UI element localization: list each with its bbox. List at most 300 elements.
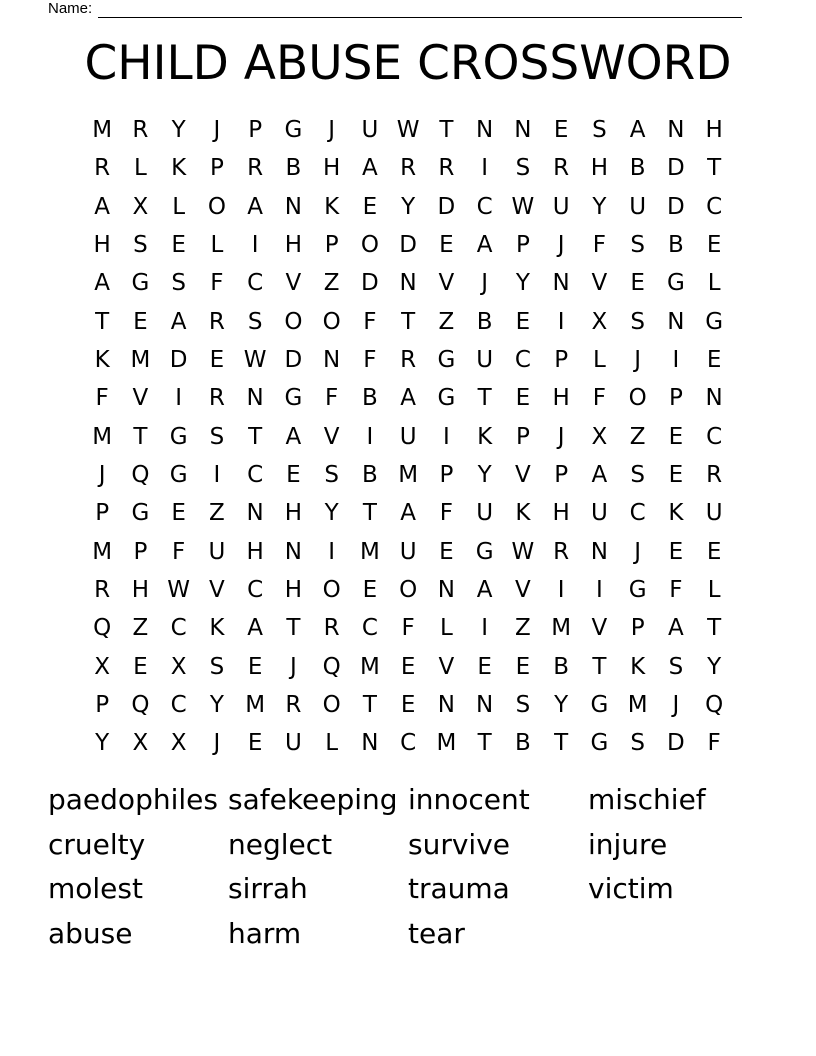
grid-letter: S	[630, 462, 645, 489]
grid-letter: Y	[95, 730, 110, 757]
grid-letter: A	[668, 615, 684, 642]
grid-letter: S	[209, 423, 225, 450]
grid-letter: Q	[131, 692, 150, 719]
grid-letter: F	[325, 385, 339, 412]
grid-letter: M	[627, 692, 648, 719]
grid-letter: S	[247, 308, 263, 335]
grid-letter: U	[399, 423, 417, 450]
grid-letter: F	[172, 538, 186, 565]
grid-letter: P	[95, 500, 110, 527]
grid-letter: V	[515, 577, 531, 604]
grid-letter: Y	[477, 462, 492, 489]
grid-letter: D	[667, 193, 685, 220]
word-bank-item: paedophiles	[48, 783, 218, 816]
grid-letter: G	[169, 423, 188, 450]
grid-letter: E	[400, 692, 416, 719]
grid-letter: E	[133, 308, 148, 335]
grid-letter: T	[362, 500, 377, 527]
grid-letter: F	[592, 232, 606, 259]
grid-letter: I	[481, 155, 489, 182]
grid-letter: E	[171, 500, 186, 527]
grid-letter: C	[361, 615, 378, 642]
word-bank-item: mischief	[588, 783, 706, 816]
grid-letter: N	[667, 308, 685, 335]
grid-letter: E	[133, 653, 148, 680]
grid-letter: S	[592, 117, 607, 144]
grid-letter: Z	[438, 308, 455, 335]
grid-letter: T	[477, 385, 492, 412]
grid-letter: G	[437, 347, 456, 374]
name-underline	[98, 3, 742, 18]
grid-letter: N	[476, 117, 494, 144]
grid-letter: D	[667, 155, 685, 182]
grid-letter: C	[629, 500, 646, 527]
grid-letter: C	[400, 730, 417, 757]
grid-letter: Z	[514, 615, 531, 642]
grid-letter: T	[248, 423, 263, 450]
grid-letter: I	[557, 577, 565, 604]
grid-letter: O	[399, 577, 418, 604]
grid-letter: A	[94, 270, 110, 297]
grid-letter: L	[133, 155, 147, 182]
grid-letter: H	[590, 155, 609, 182]
grid-letter: V	[515, 462, 531, 489]
grid-letter: J	[213, 117, 221, 144]
grid-letter: E	[247, 653, 263, 680]
grid-letter: A	[247, 193, 263, 220]
grid-letter: Y	[401, 193, 416, 220]
grid-letter: H	[284, 577, 303, 604]
grid-letter: N	[476, 692, 494, 719]
grid-letter: D	[437, 193, 456, 220]
grid-letter: I	[366, 423, 374, 450]
grid-letter: R	[94, 155, 111, 182]
grid-letter: R	[247, 155, 264, 182]
grid-letter: X	[591, 308, 608, 335]
grid-letter: F	[95, 385, 109, 412]
grid-letter: A	[629, 117, 646, 144]
word-bank-item: cruelty	[48, 827, 146, 861]
grid-letter: J	[557, 232, 565, 259]
grid-letter: M	[92, 538, 113, 565]
grid-letter: K	[209, 615, 225, 642]
grid-letter: M	[92, 117, 113, 144]
grid-letter: L	[172, 193, 186, 220]
grid-letter: H	[284, 500, 303, 527]
grid-letter: E	[362, 577, 378, 604]
grid-letter: T	[707, 615, 722, 642]
word-bank-item: injure	[588, 827, 668, 861]
grid-letter: D	[667, 730, 685, 757]
grid-letter: L	[210, 232, 224, 259]
grid-letter: C	[476, 193, 493, 220]
grid-letter: U	[284, 730, 302, 757]
grid-letter: I	[442, 423, 450, 450]
grid-letter: P	[630, 615, 645, 642]
grid-letter: L	[707, 270, 721, 297]
grid-letter: O	[322, 692, 341, 719]
grid-letter: P	[248, 117, 263, 144]
grid-letter: A	[170, 308, 187, 335]
grid-letter: L	[592, 347, 606, 374]
word-bank-item: abuse	[48, 916, 133, 950]
grid-letter: V	[591, 270, 608, 297]
grid-letter: J	[634, 347, 642, 374]
grid-letter: T	[477, 730, 492, 757]
grid-letter: V	[285, 270, 302, 297]
grid-letter: M	[130, 347, 151, 374]
grid-letter: Q	[93, 615, 112, 642]
letter-grid	[83, 111, 733, 763]
grid-letter: R	[706, 462, 723, 489]
grid-letter: H	[93, 232, 111, 259]
grid-letter: G	[590, 692, 609, 719]
grid-letter: X	[170, 653, 187, 680]
grid-letter: E	[209, 347, 225, 374]
grid-letter: I	[595, 577, 603, 604]
grid-letter: R	[438, 155, 455, 182]
grid-letter: C	[706, 423, 723, 450]
grid-letter: C	[170, 692, 187, 719]
grid-letter: P	[133, 538, 148, 565]
grid-letter: R	[400, 347, 417, 374]
grid-letter: V	[438, 270, 455, 297]
grid-letter: P	[324, 232, 339, 259]
grid-letter: D	[284, 347, 303, 374]
grid-letter: I	[328, 538, 336, 565]
grid-letter: L	[325, 730, 339, 757]
grid-letter: W	[396, 117, 420, 144]
grid-letter: U	[476, 347, 494, 374]
grid-letter: F	[401, 615, 415, 642]
grid-letter: V	[209, 577, 225, 604]
grid-letter: Z	[323, 270, 340, 297]
grid-letter: I	[251, 232, 259, 259]
word-bank-item: trauma	[408, 872, 510, 906]
grid-letter: C	[247, 577, 264, 604]
grid-letter: A	[400, 385, 416, 412]
grid-letter: N	[246, 500, 264, 527]
grid-letter: X	[132, 730, 149, 757]
grid-letter: R	[132, 117, 149, 144]
grid-letter: E	[706, 538, 722, 565]
grid-letter: U	[208, 538, 226, 565]
grid-letter: F	[439, 500, 453, 527]
grid-letter: Z	[132, 615, 149, 642]
grid-letter: K	[630, 653, 646, 680]
grid-letter: E	[439, 232, 454, 259]
grid-letter: U	[476, 500, 494, 527]
grid-letter: U	[590, 500, 608, 527]
grid-letter: R	[208, 385, 225, 412]
page-title: CHILD ABUSE CROSSWORD	[84, 36, 732, 91]
grid-letter: R	[208, 308, 225, 335]
grid-letter: J	[672, 692, 680, 719]
grid-letter: K	[171, 155, 187, 182]
grid-letter: E	[668, 538, 684, 565]
grid-letter: A	[476, 232, 493, 259]
grid-letter: G	[131, 270, 150, 297]
grid-letter: E	[477, 653, 492, 680]
grid-letter: M	[359, 538, 380, 565]
grid-letter: I	[175, 385, 183, 412]
grid-letter: O	[628, 385, 647, 412]
grid-letter: G	[475, 538, 494, 565]
grid-letter: J	[481, 270, 489, 297]
grid-letter: J	[557, 423, 565, 450]
grid-letter: T	[286, 615, 301, 642]
word-bank	[48, 778, 768, 956]
grid-letter: T	[401, 308, 416, 335]
grid-letter: T	[554, 730, 569, 757]
grid-letter: T	[95, 308, 110, 335]
grid-letter: H	[284, 232, 303, 259]
word-bank-item: harm	[228, 916, 302, 950]
grid-letter: M	[551, 615, 572, 642]
grid-letter: C	[706, 193, 723, 220]
grid-letter: W	[511, 193, 535, 220]
grid-letter: E	[706, 232, 722, 259]
grid-letter: A	[400, 500, 416, 527]
grid-letter: R	[553, 155, 570, 182]
grid-letter: A	[476, 577, 493, 604]
grid-letter: S	[209, 653, 225, 680]
grid-letter: S	[324, 462, 339, 489]
grid-letter: G	[590, 730, 609, 757]
grid-letter: V	[132, 385, 149, 412]
grid-letter: N	[705, 385, 723, 412]
grid-letter: B	[476, 308, 493, 335]
grid-letter: R	[94, 577, 111, 604]
grid-letter: Y	[171, 117, 186, 144]
grid-letter: J	[328, 117, 336, 144]
grid-letter: G	[284, 117, 303, 144]
grid-letter: B	[553, 653, 570, 680]
grid-letter: B	[514, 730, 531, 757]
grid-letter: Y	[324, 500, 339, 527]
grid-letter: G	[666, 270, 685, 297]
grid-letter: H	[552, 500, 570, 527]
grid-letter: U	[629, 193, 647, 220]
grid-letter: Z	[629, 423, 646, 450]
grid-letter: R	[323, 615, 340, 642]
grid-letter: M	[92, 423, 113, 450]
grid-letter: P	[554, 347, 569, 374]
grid-letter: M	[436, 730, 457, 757]
grid-letter: G	[437, 385, 456, 412]
grid-letter: L	[707, 577, 721, 604]
grid-letter: A	[591, 462, 608, 489]
name-label: Name:	[48, 0, 93, 17]
grid-letter: S	[171, 270, 186, 297]
grid-letter: S	[133, 232, 148, 259]
grid-letter: C	[170, 615, 187, 642]
grid-letter: Y	[554, 692, 569, 719]
grid-letter: X	[132, 193, 149, 220]
grid-letter: S	[630, 232, 645, 259]
grid-letter: S	[630, 730, 645, 757]
grid-letter: P	[515, 232, 530, 259]
grid-letter: T	[439, 117, 454, 144]
grid-letter: E	[400, 653, 416, 680]
grid-letter: S	[515, 692, 531, 719]
grid-letter: S	[668, 653, 684, 680]
word-bank-item: molest	[48, 872, 143, 906]
grid-letter: F	[363, 347, 377, 374]
grid-letter: G	[284, 385, 303, 412]
grid-letter: E	[362, 193, 378, 220]
grid-letter: U	[552, 193, 570, 220]
grid-letter: A	[285, 423, 302, 450]
grid-letter: O	[322, 577, 341, 604]
grid-letter: V	[591, 615, 608, 642]
grid-letter: F	[592, 385, 606, 412]
grid-letter: C	[514, 347, 531, 374]
grid-letter: O	[284, 308, 303, 335]
grid-letter: G	[131, 500, 150, 527]
grid-letter: A	[94, 193, 110, 220]
grid-letter: L	[439, 615, 453, 642]
word-bank-item: sirrah	[228, 872, 308, 906]
grid-letter: P	[554, 462, 569, 489]
grid-letter: X	[170, 730, 187, 757]
word-bank-item: innocent	[408, 783, 530, 816]
grid-letter: T	[133, 423, 148, 450]
grid-letter: X	[94, 653, 110, 680]
grid-letter: Y	[209, 692, 224, 719]
grid-letter: K	[324, 193, 340, 220]
grid-letter: B	[285, 155, 302, 182]
grid-letter: D	[361, 270, 379, 297]
grid-letter: K	[515, 500, 531, 527]
grid-letter: N	[284, 193, 302, 220]
grid-letter: T	[362, 692, 377, 719]
grid-letter: N	[361, 730, 379, 757]
grid-letter: M	[398, 462, 419, 489]
grid-letter: D	[169, 347, 188, 374]
grid-letter: I	[481, 615, 489, 642]
grid-letter: U	[399, 538, 417, 565]
grid-letter: F	[669, 577, 683, 604]
grid-letter: U	[361, 117, 379, 144]
grid-letter: H	[131, 577, 150, 604]
grid-letter: E	[286, 462, 301, 489]
grid-letter: G	[628, 577, 647, 604]
grid-letter: P	[515, 423, 530, 450]
grid-letter: G	[705, 308, 724, 335]
grid-letter: J	[289, 653, 297, 680]
grid-letter: E	[706, 347, 722, 374]
grid-letter: A	[362, 155, 378, 182]
grid-letter: C	[247, 462, 264, 489]
grid-letter: I	[213, 462, 221, 489]
grid-letter: C	[247, 270, 264, 297]
word-bank-item: neglect	[228, 827, 333, 861]
grid-letter: B	[629, 155, 646, 182]
grid-letter: F	[707, 730, 721, 757]
grid-letter: Q	[705, 692, 724, 719]
grid-letter: E	[171, 232, 186, 259]
grid-letter: S	[515, 155, 531, 182]
grid-letter: J	[98, 462, 106, 489]
grid-letter: N	[667, 117, 685, 144]
grid-letter: G	[169, 462, 188, 489]
grid-letter: K	[477, 423, 493, 450]
word-bank-item: survive	[408, 827, 510, 861]
grid-letter: P	[95, 692, 110, 719]
grid-letter: N	[399, 270, 417, 297]
grid-letter: N	[284, 538, 302, 565]
grid-letter: I	[672, 347, 680, 374]
grid-letter: Y	[515, 270, 530, 297]
grid-letter: H	[552, 385, 570, 412]
grid-letter: P	[439, 462, 454, 489]
grid-letter: H	[705, 117, 723, 144]
grid-letter: N	[590, 538, 608, 565]
grid-letter: U	[705, 500, 723, 527]
grid-letter: J	[634, 538, 642, 565]
grid-letter: B	[361, 385, 378, 412]
grid-letter: D	[399, 232, 417, 259]
grid-letter: M	[359, 653, 380, 680]
grid-letter: V	[438, 653, 455, 680]
grid-letter: B	[361, 462, 378, 489]
grid-letter: E	[630, 270, 645, 297]
grid-letter: J	[213, 730, 221, 757]
grid-letter: N	[323, 347, 341, 374]
grid-letter: Y	[707, 653, 722, 680]
grid-letter: N	[437, 692, 455, 719]
grid-letter: W	[243, 347, 267, 374]
grid-letter: B	[667, 232, 684, 259]
grid-letter: O	[207, 193, 226, 220]
grid-letter: P	[209, 155, 224, 182]
name-field	[48, 0, 742, 18]
grid-letter: R	[553, 538, 570, 565]
word-bank-item: victim	[588, 872, 674, 906]
grid-letter: K	[94, 347, 110, 374]
grid-letter: Q	[322, 653, 341, 680]
word-bank-item: safekeeping	[228, 783, 398, 816]
grid-letter: N	[437, 577, 455, 604]
grid-letter: Z	[208, 500, 225, 527]
grid-letter: E	[668, 462, 684, 489]
grid-letter: E	[515, 653, 531, 680]
grid-letter: E	[515, 385, 531, 412]
grid-letter: R	[400, 155, 417, 182]
word-bank-item: tear	[408, 916, 465, 950]
grid-letter: A	[247, 615, 263, 642]
grid-letter: M	[245, 692, 266, 719]
grid-letter: Q	[131, 462, 150, 489]
grid-letter: T	[592, 653, 607, 680]
grid-letter: T	[707, 155, 722, 182]
grid-letter: F	[210, 270, 224, 297]
grid-letter: V	[323, 423, 340, 450]
grid-letter: Y	[592, 193, 607, 220]
grid-letter: N	[246, 385, 264, 412]
grid-letter: E	[668, 423, 684, 450]
grid-letter: S	[630, 308, 645, 335]
grid-letter: X	[591, 423, 608, 450]
grid-letter: O	[360, 232, 379, 259]
grid-letter: N	[514, 117, 532, 144]
grid-letter: O	[322, 308, 341, 335]
grid-letter: E	[439, 538, 454, 565]
grid-letter: K	[668, 500, 684, 527]
grid-letter: I	[557, 308, 565, 335]
grid-letter: N	[552, 270, 570, 297]
